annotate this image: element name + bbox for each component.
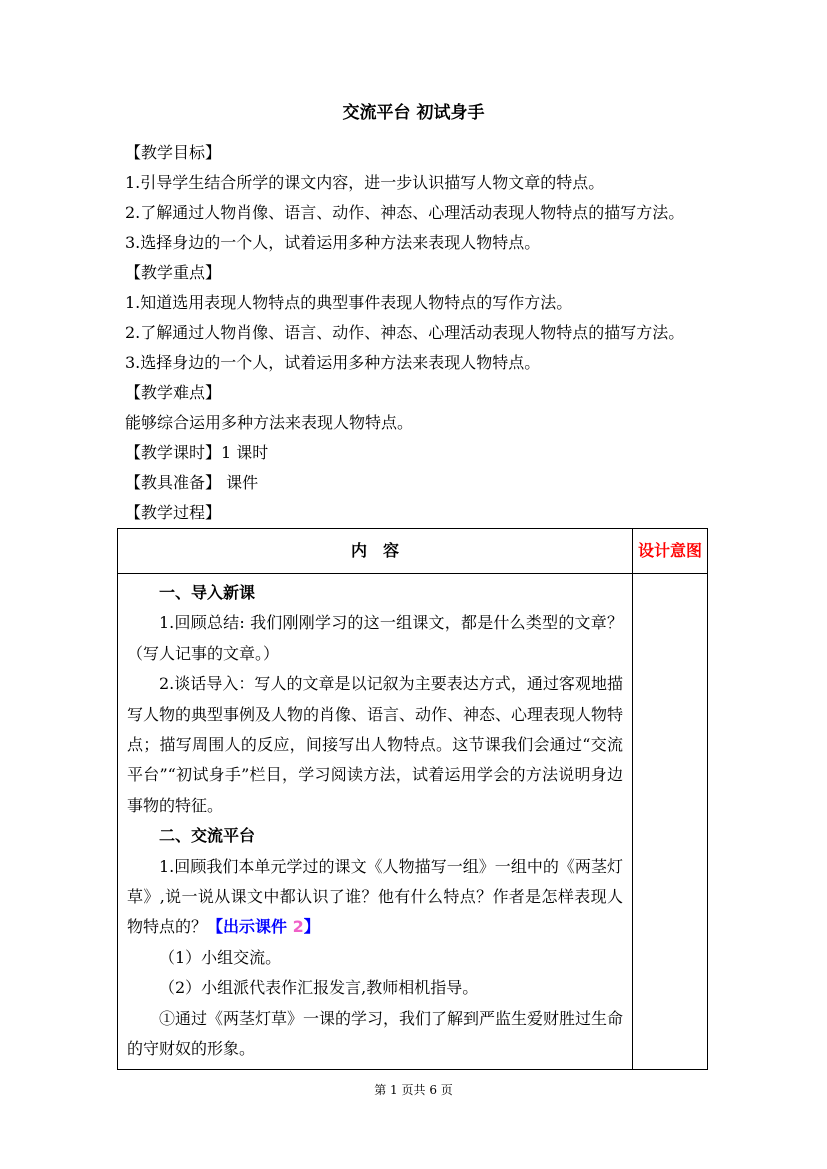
paragraph-group-exchange: （1）小组交流。 [159,947,282,967]
paragraph-group-report: （2）小组派代表作汇报发言,教师相机指导。 [159,978,479,998]
doc-line-key-point-3: 3.选择身边的一个人，试着运用多种方法来表现人物特点。 [125,353,541,372]
table-header-content-cell: 内 容 [118,529,633,574]
paragraph-talk-introduction: 2.谈话导入：写人的文章是以记叙为主要表达方式，通过客观地描写人物的典型事例及人物的肖像、语言、动作、神态、心理表现人物特点；描写周围人的反应，间接写出人物特点。这节课我们会通过“交流平台”“初试身手”栏目，学习阅读方法，试着运用学会的方法说明身边事物的特征。 [127,674,624,815]
paragraph-review-summary: 1.回顾总结: 我们刚刚学习的这一组课文，都是什么类型的文章？（写人记事的文章。） [127,613,623,663]
doc-line-key-points-label: 【教学重点】 [125,263,222,282]
doc-line-teaching-process-label: 【教学过程】 [125,503,222,522]
page-number-footer: 第 1 页共 6 页 [374,1083,453,1097]
doc-line-teaching-objectives-label: 【教学目标】 [125,143,222,162]
courseware-cue-close: 】 [303,917,320,937]
paragraph-review-question-text: 1.回顾我们本单元学过的课文《人物描写一组》一组中的《两茎灯草》,说一说从课文中都认识了谁？他有什么特点？作者是怎样表现人物特点的？ [127,856,623,937]
table-content-cell [118,574,633,1070]
courseware-cue-open: 【出示课件 [207,917,293,937]
table-design-intent-cell [633,574,708,1070]
paragraph-lesson-takeaway: ①通过《两茎灯草》一课的学习，我们了解到严监生爱财胜过生命的守财奴的形象。 [127,1008,624,1059]
doc-line-key-point-1: 1.知道选用表现人物特点的典型事件表现人物特点的写作方法。 [125,293,573,312]
section-heading-exchange-platform: 二、交流平台 [159,826,256,846]
page-title: 交流平台 初试身手 [342,103,485,123]
doc-line-objective-1: 1.引导学生结合所学的课文内容，进一步认识描写人物文章的特点。 [125,173,605,192]
paragraph-review-question [127,852,623,943]
lesson-plan-table [117,528,708,1070]
doc-line-key-point-2: 2.了解通过人物肖像、语言、动作、神态、心理活动表现人物特点的描写方法。 [125,323,685,342]
doc-line-difficulty-1: 能够综合运用多种方法来表现人物特点。 [125,413,414,432]
preamble-section [125,138,710,528]
doc-line-objective-2: 2.了解通过人物肖像、语言、动作、神态、心理活动表现人物特点的描写方法。 [125,203,685,222]
doc-line-difficulties-label: 【教学难点】 [125,383,222,402]
table-header-row [118,529,708,574]
section-heading-lead-in: 一、导入新课 [159,583,256,602]
doc-line-teaching-aids: 【教具准备】 课件 [125,473,259,492]
courseware-cue-number: 2 [292,917,304,937]
table-header-design-intent-cell: 设计意图 [633,529,708,574]
doc-line-objective-3: 3.选择身边的一个人，试着运用多种方法来表现人物特点。 [125,233,541,252]
table-body-row [118,574,708,1070]
doc-line-class-hours: 【教学课时】1 课时 [125,443,269,462]
